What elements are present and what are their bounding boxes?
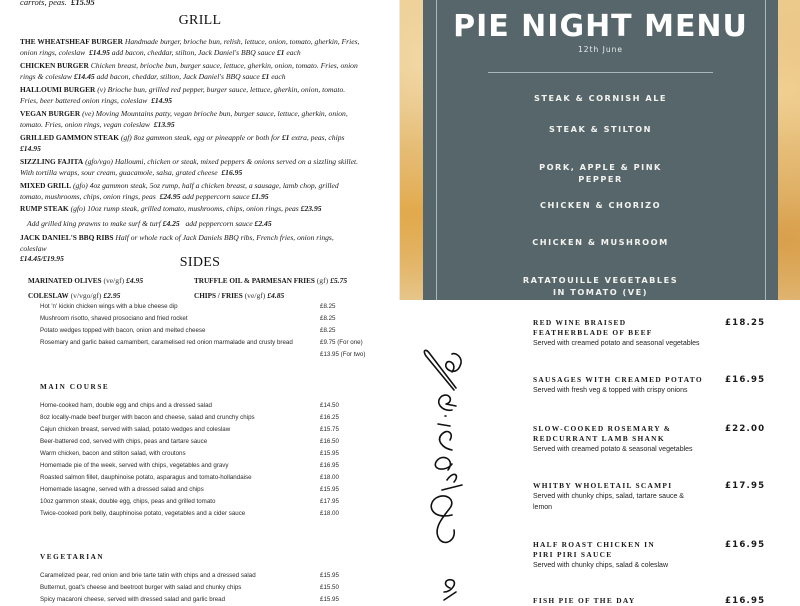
item-desc: Caramelized pear, red onion and brie tarte tatin with chips and a dressed salad xyxy=(40,572,256,579)
item-desc: Homemade pie of the week, served with chips, vegetables and gravy xyxy=(40,462,229,469)
main-row xyxy=(40,412,380,424)
item-price: £14.95 xyxy=(151,95,173,105)
main-course-heading: MAIN COURSE xyxy=(40,383,110,391)
item-price: £16.50 xyxy=(320,438,339,445)
side-item xyxy=(28,276,143,286)
item-extra-price: £2.45 xyxy=(254,219,272,228)
item-name: RUMP STEAK xyxy=(20,204,69,213)
special-price: £16.95 xyxy=(725,596,766,606)
item-price: £8.25 xyxy=(320,303,336,310)
item-price: £15.95 xyxy=(320,596,339,603)
item-desc: Warm chicken, bacon and stilton salad, with croutons xyxy=(40,450,186,457)
pie-name: STEAK & CORNISH ALE xyxy=(533,93,667,103)
special-price: £17.95 xyxy=(725,481,766,491)
item-price: £14.95 xyxy=(88,47,110,57)
pie-item xyxy=(423,236,778,248)
special-price: £16.95 xyxy=(725,375,766,385)
main-row xyxy=(40,484,380,496)
grill-item xyxy=(20,37,360,58)
pie-name: CHICKEN & CHORIZO xyxy=(539,200,662,210)
pie-name-cont: IN TOMATO (VE) xyxy=(553,287,648,297)
pie-name: CHICKEN & MUSHROOM xyxy=(532,237,669,247)
side-item xyxy=(194,276,347,286)
special-name: SLOW-COOKED ROSEMARY & xyxy=(533,424,672,433)
divider xyxy=(488,72,713,73)
item-extra: add peppercorn sauce xyxy=(185,219,253,228)
previous-item-tail xyxy=(20,0,95,7)
pie-night-poster xyxy=(400,0,800,300)
special-price: £18.25 xyxy=(725,318,766,328)
item-price: £15.95 xyxy=(320,572,339,579)
item-price: £16.25 xyxy=(320,414,339,421)
pie-night-panel xyxy=(423,0,778,300)
side-diet: (ve/gf) xyxy=(103,276,125,285)
item-desc: (gfo) 10oz rump steak, grilled tomato, mushrooms, chips, onion rings, peas xyxy=(70,204,299,213)
item-price: £23.95 xyxy=(300,204,322,213)
special-name: HALF ROAST CHICKEN IN xyxy=(533,540,655,549)
side-name: CHIPS / FRIES xyxy=(194,292,243,300)
grill-item xyxy=(20,157,360,178)
grill-item xyxy=(20,109,360,130)
item-desc: (v) Brioche bun, grilled red pepper, burger sauce, lettuce, gherkin, onion, tomato. Fries, beer battered onion rings, coleslaw xyxy=(20,85,346,105)
grill-item xyxy=(20,204,360,215)
item-price: £18.00 xyxy=(320,474,339,481)
grill-item xyxy=(20,181,360,202)
item-price: £24.95 xyxy=(159,191,181,201)
special-desc: Served with chunky chips, salad & coleslaw xyxy=(533,562,669,569)
vegetarian-heading: VEGETARIAN xyxy=(40,553,105,561)
pie-night-date: 12th June xyxy=(578,45,623,54)
item-desc: (ve) Moving Mountains patty, vegan brioche bun, burger sauce, lettuce, gherkin, onion, tomato. Fries, onion rings, vegan coleslaw xyxy=(20,109,348,129)
item-name: JACK DANIEL'S BBQ RIBS xyxy=(20,233,114,242)
item-name: MIXED GRILL xyxy=(20,181,72,190)
special-desc: Served with fresh veg & topped with crispy onions xyxy=(533,387,688,394)
item-extra-price: £1.95 xyxy=(251,191,269,201)
specials-script-icon xyxy=(412,330,472,600)
main-row xyxy=(40,448,380,460)
special-price: £16.95 xyxy=(725,540,766,550)
item-desc: 8oz locally-made beef burger with bacon and cheese, salad and crunchy chips xyxy=(40,414,255,421)
starter-row xyxy=(40,325,380,337)
item-price: £17.95 xyxy=(320,498,339,505)
pie-name-cont: PEPPER xyxy=(578,174,623,184)
item-price: £8.25 xyxy=(320,327,336,334)
item-extra: add bacon, cheddar, stilton, Jack Daniel's BBQ sauce xyxy=(111,47,275,57)
side-price: £2.95 xyxy=(103,291,121,300)
grill-item xyxy=(20,85,360,106)
vegetarian-row xyxy=(40,594,380,606)
main-row xyxy=(40,400,380,412)
item-desc: Add grilled king prawns to make surf & turf xyxy=(27,219,161,228)
item-name: SIZZLING FAJITA xyxy=(20,157,84,166)
main-row xyxy=(40,460,380,472)
previous-item-text: carrots, peas. xyxy=(20,0,67,7)
specials-menu-page xyxy=(400,300,800,606)
item-desc: Mushroom risotto, shaved prosociano and fried rocket xyxy=(40,315,188,322)
item-desc: Rosemary and garlic baked camambert, caramelised red onion marmalade and crusty bread xyxy=(40,339,293,346)
item-price: £16.95 xyxy=(320,462,339,469)
special-desc: Served with chunky chips, salad, tartare sauce & xyxy=(533,493,684,500)
item-desc: Cajun chicken breast, served with salad, potato wedges and coleslaw xyxy=(40,426,231,433)
item-name: THE WHEATSHEAF BURGER xyxy=(20,37,123,46)
item-price: £14.50 xyxy=(320,402,339,409)
vegetarian-row xyxy=(40,570,380,582)
pie-item xyxy=(423,199,778,211)
item-desc-cont: extra, peas, chips xyxy=(291,133,345,142)
special-name: SAUSAGES WITH CREAMED POTATO xyxy=(533,375,703,384)
item-extra-price: £1 xyxy=(276,47,285,57)
pie-name: RATATOUILLE VEGETABLES xyxy=(522,275,679,285)
item-price: £14.95 xyxy=(20,143,41,153)
item-desc: Spicy macaroni cheese, served with dressed salad and garlic bread xyxy=(40,596,226,603)
grill-heading: GRILL xyxy=(178,13,222,28)
previous-item-price: £15.95 xyxy=(71,0,95,7)
item-desc: 10oz gammon steak, double egg, chips, peas and grilled tomato xyxy=(40,498,216,505)
special-desc-cont: lemon xyxy=(533,504,553,511)
special-name: FISH PIE OF THE DAY xyxy=(533,596,636,605)
specials-script-title xyxy=(412,330,472,600)
pie-night-title: PIE NIGHT MENU xyxy=(453,9,748,44)
item-price: £15.50 xyxy=(320,584,339,591)
item-price: £4.25 xyxy=(162,219,180,228)
pie-item xyxy=(423,161,778,185)
special-name: RED WINE BRAISED xyxy=(533,318,627,327)
item-price: £18.00 xyxy=(320,510,339,517)
item-price: £14.45 xyxy=(73,71,95,81)
starter-row xyxy=(40,337,380,349)
item-desc: Chicken breast, brioche bun, burger sauce, lettuce, gherkin, onion, tomato. Fries, onion rings & coleslaw xyxy=(20,61,358,81)
pie-name: STEAK & STILTON xyxy=(549,124,652,134)
item-price: £14.45/£19.95 xyxy=(20,254,64,263)
item-extra-suffix: each xyxy=(271,71,286,81)
item-price: £15.95 xyxy=(320,450,339,457)
item-desc: Home-cooked ham, double egg and chips and a dressed salad xyxy=(40,402,212,409)
item-desc: Handmade burger, brioche bun, relish, lettuce, onion, tomato, gherkin, Fries, onion rings, coleslaw xyxy=(20,37,360,57)
item-desc: Hot 'n' kickin chicken wings with a blue cheese dip xyxy=(40,303,178,310)
item-extra-price: £1 xyxy=(261,71,270,81)
special-desc: Served with creamed potato and seasonal vegetables xyxy=(533,340,700,347)
item-extra: add bacon, cheddar, stilton, Jack Daniel's BBQ sauce xyxy=(96,71,260,81)
side-name: TRUFFLE OIL & PARMESAN FRIES xyxy=(194,277,315,285)
special-name: WHITBY WHOLETAIL SCAMPI xyxy=(533,481,673,490)
starter-row xyxy=(40,349,380,361)
item-extra: add peppercorn sauce xyxy=(182,191,250,201)
pie-name: PORK, APPLE & PINK xyxy=(539,162,662,172)
side-price: £4.95 xyxy=(126,276,144,285)
vegetarian-row xyxy=(40,582,380,594)
grill-menu-page xyxy=(0,0,400,300)
side-diet: (ve/gf) xyxy=(244,291,266,300)
special-name-cont: REDCURRANT LAMB SHANK xyxy=(533,434,665,443)
grill-item xyxy=(20,133,360,154)
item-price: £13.95 (For two) xyxy=(320,351,366,358)
pie-item xyxy=(423,92,778,104)
item-desc: Roasted salmon fillet, dauphinoise potato, asparagus and tomato-hollandaise xyxy=(40,474,252,481)
item-name: VEGAN BURGER xyxy=(20,109,81,118)
item-desc: Beer-battered cod, served with chips, peas and tartare sauce xyxy=(40,438,208,445)
item-name: CHICKEN BURGER xyxy=(20,61,89,70)
side-diet: (v/vgo/gf) xyxy=(70,291,102,300)
item-price: £16.95 xyxy=(221,167,243,177)
item-desc: Twice-cooked pork belly, dauphinoise potato, vegetables and a cider sauce xyxy=(40,510,246,517)
item-price: £15.95 xyxy=(320,486,339,493)
item-desc: Half or whole rack of Jack Daniels BBQ ribs, French fries, onion rings, coleslaw xyxy=(20,233,334,253)
item-price: £13.95 xyxy=(153,119,175,129)
item-desc: (gfo/vgo) Halloumi, chicken or steak, mixed peppers & onions served on a sizzling skillet. With tortilla wraps, sour cream, guacamole, salsa, grated cheese xyxy=(20,157,358,177)
side-price: £4.85 xyxy=(267,291,285,300)
main-row xyxy=(40,508,380,520)
item-price: £9.75 (For one) xyxy=(320,339,363,346)
item-extra-price: £1 xyxy=(281,133,290,142)
main-row xyxy=(40,424,380,436)
special-price: £22.00 xyxy=(725,424,766,434)
item-desc: Homemade lasagne, served with a dressed salad and chips xyxy=(40,486,204,493)
item-name: HALLOUMI BURGER xyxy=(20,85,96,94)
starter-row xyxy=(40,313,380,325)
item-desc: (gf) 8oz gammon steak, egg or pineapple or both for xyxy=(120,133,280,142)
side-name: COLESLAW xyxy=(28,292,69,300)
sides-heading: SIDES xyxy=(179,255,221,270)
item-price: £15.75 xyxy=(320,426,339,433)
pie-item xyxy=(423,123,778,135)
item-desc: Potato wedges topped with bacon, onion and melted cheese xyxy=(40,327,206,334)
main-row xyxy=(40,496,380,508)
pie-item xyxy=(423,274,778,298)
item-desc: (gfo) 4oz gammon steak, 5oz rump, half a chicken breast, a sausage, lamb chop, grilled tomato, mushrooms, chips, onion rings, peas xyxy=(20,181,339,201)
item-name: GRILLED GAMMON STEAK xyxy=(20,133,119,142)
item-extra-suffix: each xyxy=(286,47,301,57)
grill-item xyxy=(20,61,360,82)
special-desc: Served with creamed potato & seasonal vegetables xyxy=(533,446,693,453)
starter-row xyxy=(40,301,380,313)
main-row xyxy=(40,436,380,448)
main-menu-page xyxy=(0,300,400,603)
main-row xyxy=(40,472,380,484)
special-name-cont: PIRI PIRI SAUCE xyxy=(533,550,613,559)
special-name-cont: FEATHERBLADE OF BEEF xyxy=(533,328,653,337)
item-price: £8.25 xyxy=(320,315,336,322)
side-name: MARINATED OLIVES xyxy=(28,277,102,285)
side-diet: (gf) xyxy=(316,276,329,285)
side-price: £5.75 xyxy=(330,276,348,285)
grill-addon xyxy=(27,219,367,230)
item-desc: Butternut, goat's cheese and beetroot burger with salad and chunky chips xyxy=(40,584,242,591)
